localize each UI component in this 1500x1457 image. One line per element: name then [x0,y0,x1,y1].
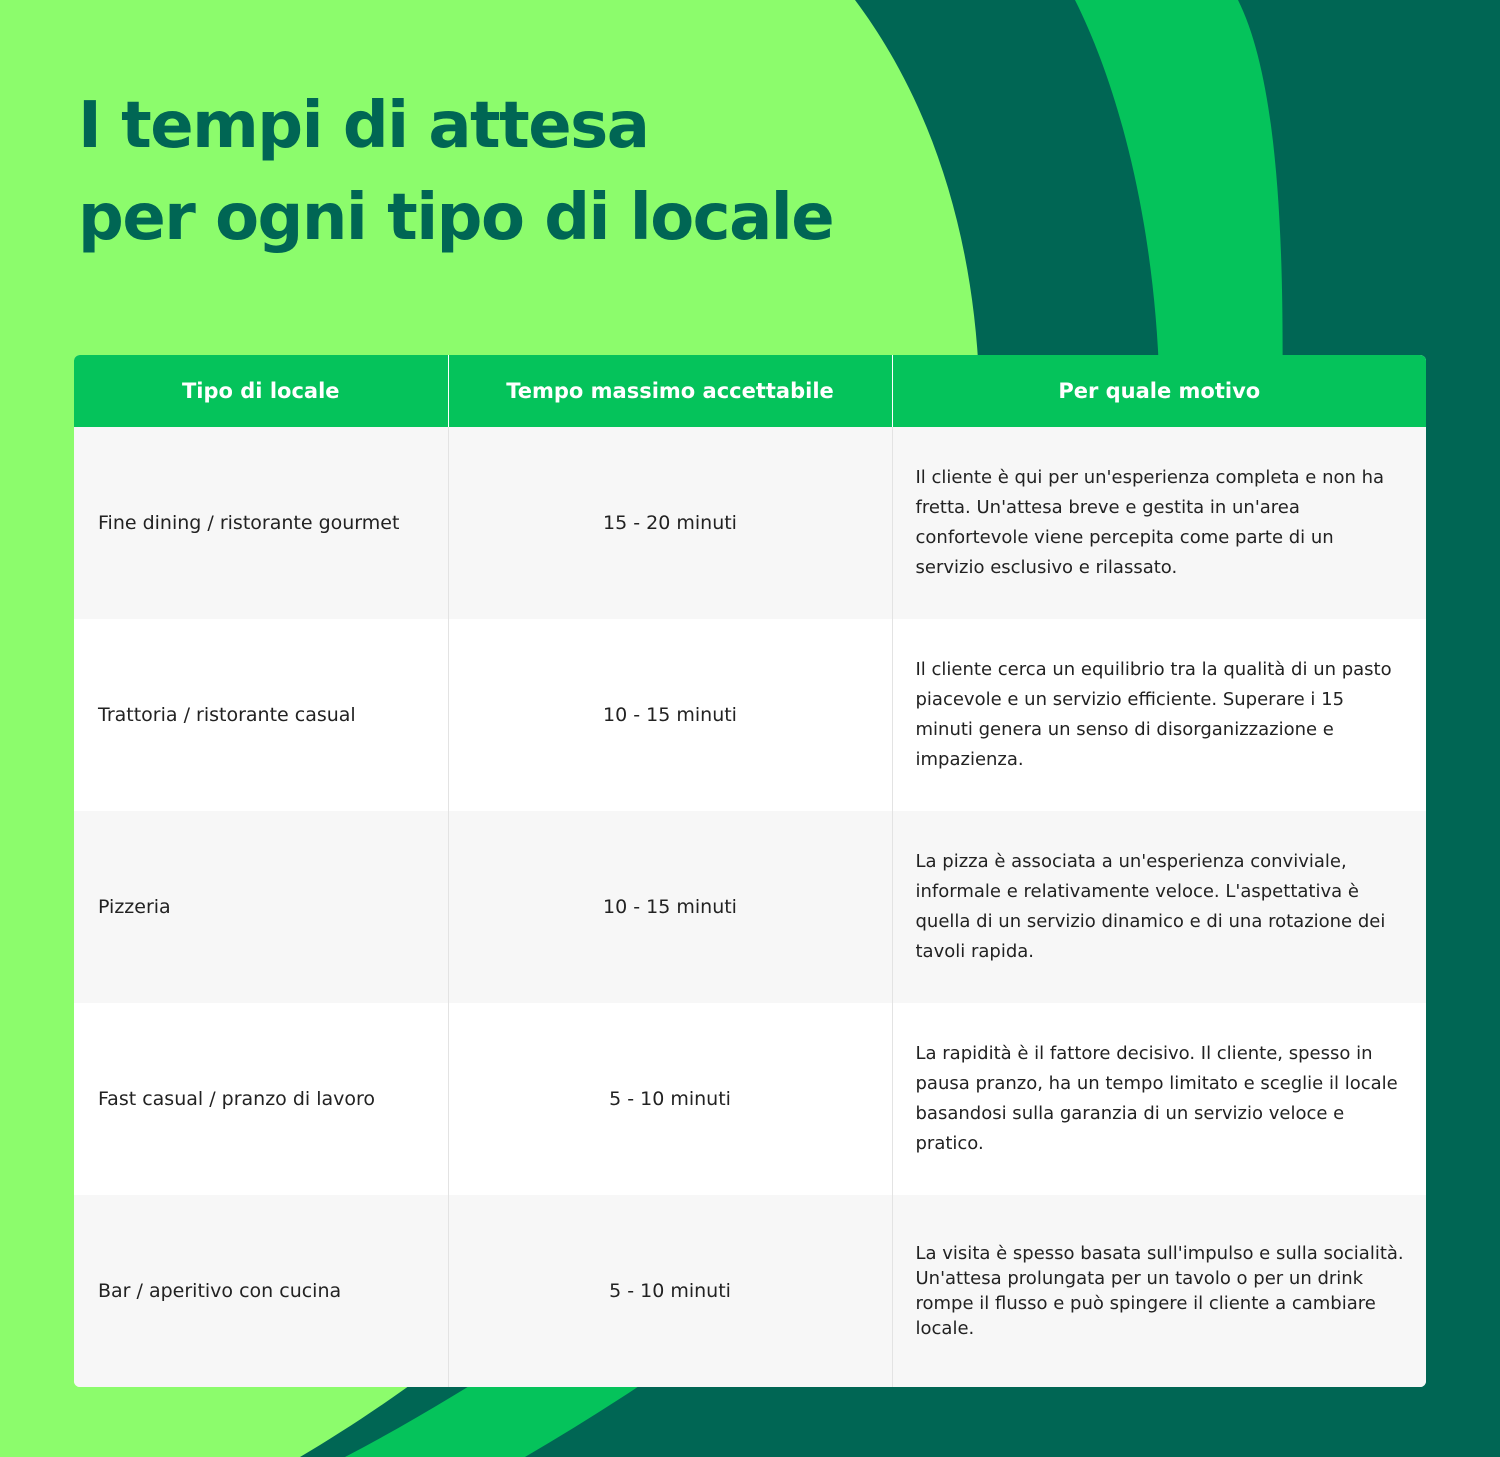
cell-motivo: Il cliente cerca un equilibrio tra la qualità di un pasto piacevole e un servizio efficiente. Superare i 15 minuti genera un senso di disorganizzazione e impazienza. [892,619,1426,811]
cell-tempo: 5 - 10 minuti [448,1195,892,1387]
cell-tipo-locale: Pizzeria [74,811,448,1003]
table-body [74,427,1426,1387]
table-row [74,811,1426,1003]
header-tipo-di-locale: Tipo di locale [74,355,448,427]
waiting-times-table-card [74,355,1426,1387]
header-per-quale-motivo: Per quale motivo [892,355,1426,427]
cell-motivo: Il cliente è qui per un'esperienza completa e non ha fretta. Un'attesa breve e gestita in un'area confortevole viene percepita come parte di un servizio esclusivo e rilassato. [892,427,1426,619]
header-tempo-massimo: Tempo massimo accettabile [448,355,892,427]
table-header-row [74,355,1426,427]
table-row [74,427,1426,619]
cell-tipo-locale: Fine dining / ristorante gourmet [74,427,448,619]
cell-tempo: 5 - 10 minuti [448,1003,892,1195]
table-row [74,1195,1426,1387]
cell-tempo: 10 - 15 minuti [448,811,892,1003]
title-line-2: per ogni tipo di locale [78,181,834,255]
cell-motivo: La pizza è associata a un'esperienza conviviale, informale e relativamente veloce. L'aspettativa è quella di un servizio dinamico e di una rotazione dei tavoli rapida. [892,811,1426,1003]
waiting-times-table [74,355,1426,1387]
cell-tipo-locale: Fast casual / pranzo di lavoro [74,1003,448,1195]
table-header [74,355,1426,427]
cell-tempo: 15 - 20 minuti [448,427,892,619]
page-title [78,80,833,264]
cell-tipo-locale: Trattoria / ristorante casual [74,619,448,811]
cell-motivo: La visita è spesso basata sull'impulso e sulla socialità. Un'attesa prolungata per un tavolo o per un drink rompe il flusso e può spingere il cliente a cambiare locale. [892,1195,1426,1387]
table-row [74,619,1426,811]
cell-motivo: La rapidità è il fattore decisivo. Il cliente, spesso in pausa pranzo, ha un tempo limitato e sceglie il locale basandosi sulla garanzia di un servizio veloce e pratico. [892,1003,1426,1195]
title-line-1: I tempi di attesa [78,89,649,163]
cell-tempo: 10 - 15 minuti [448,619,892,811]
table-row [74,1003,1426,1195]
cell-tipo-locale: Bar / aperitivo con cucina [74,1195,448,1387]
